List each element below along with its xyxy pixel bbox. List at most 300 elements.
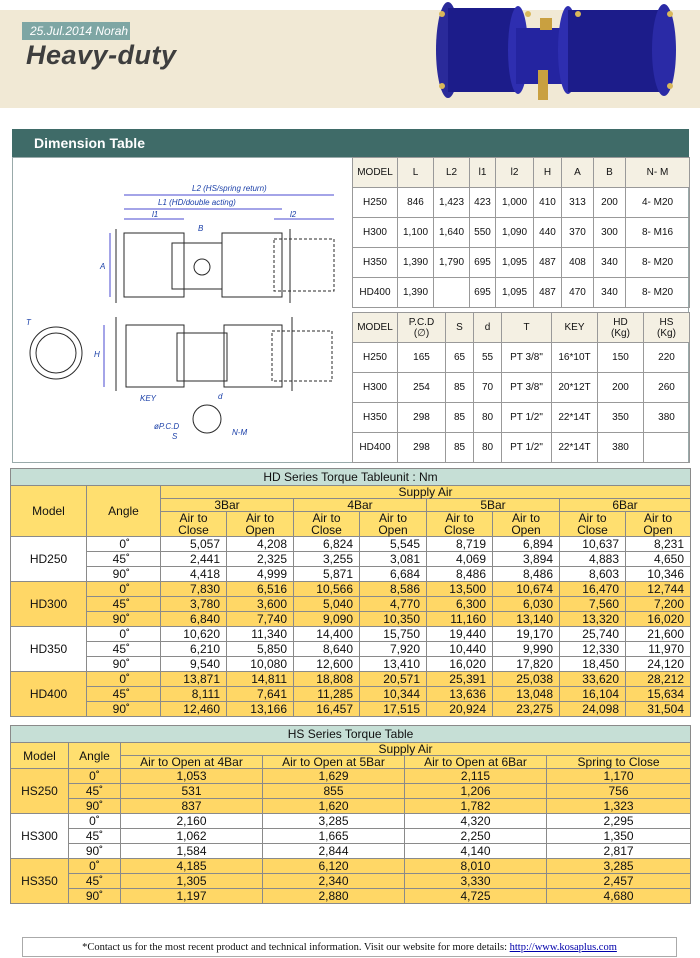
torque-cell: 19,170: [493, 627, 560, 642]
table-cell: 380: [644, 403, 690, 433]
table-cell: 1,390: [398, 278, 434, 308]
table-row: [353, 278, 690, 308]
torque-cell: 2,844: [263, 844, 405, 859]
model-cell: HD250: [11, 537, 87, 582]
torque-cell: 4,770: [360, 597, 427, 612]
torque-cell: 10,440: [427, 642, 493, 657]
supply-air-header: Supply Air: [121, 743, 691, 756]
torque-cell: 21,600: [626, 627, 691, 642]
subhead-cell: Air to Close: [294, 512, 360, 537]
footer-note: [22, 937, 677, 957]
table-caption: HD Series Torque Tableunit : Nm: [11, 469, 691, 486]
torque-cell: 2,250: [405, 829, 547, 844]
website-link[interactable]: http://www.kosaplus.com: [509, 942, 617, 953]
caption-row: [11, 726, 691, 743]
table-cell: 408: [562, 248, 594, 278]
model-cell: HD400: [11, 672, 87, 717]
model-cell: HD350: [11, 627, 87, 672]
torque-cell: 11,160: [427, 612, 493, 627]
torque-cell: 18,808: [294, 672, 360, 687]
header-row: [11, 743, 691, 756]
date-tag: 25.Jul.2014 Norah: [22, 22, 130, 40]
table-cell: 85: [446, 433, 474, 463]
table-row: [11, 642, 691, 657]
model-cell: HS350: [11, 859, 69, 904]
angle-cell: 0˚: [87, 672, 161, 687]
supply-air-header: Supply Air: [161, 486, 691, 499]
angle-cell: 45˚: [87, 552, 161, 567]
table-cell: 380: [598, 433, 644, 463]
label-h: H: [94, 350, 100, 359]
table-cell: 65: [446, 343, 474, 373]
table-row: [353, 343, 690, 373]
torque-cell: 855: [263, 784, 405, 799]
table-cell: 298: [398, 403, 446, 433]
table-cell: 22*14T: [552, 403, 598, 433]
table-cell: H300: [353, 373, 398, 403]
table-row: [11, 859, 691, 874]
torque-cell: 10,637: [560, 537, 626, 552]
table-cell: 16*10T: [552, 343, 598, 373]
torque-cell: 11,340: [227, 627, 294, 642]
angle-cell: 90˚: [69, 844, 121, 859]
table-header-row: [353, 158, 690, 188]
torque-cell: 13,140: [493, 612, 560, 627]
angle-cell: 45˚: [69, 784, 121, 799]
torque-cell: 6,894: [493, 537, 560, 552]
table-row: [353, 248, 690, 278]
header-cell: KEY: [552, 313, 598, 343]
model-cell: HD300: [11, 582, 87, 627]
table-row: [11, 874, 691, 889]
torque-cell: 8,486: [427, 567, 493, 582]
torque-cell: 14,811: [227, 672, 294, 687]
table-cell: 220: [644, 343, 690, 373]
table-row: [11, 597, 691, 612]
torque-cell: 6,300: [427, 597, 493, 612]
torque-cell: 5,871: [294, 567, 360, 582]
torque-cell: 3,255: [294, 552, 360, 567]
table-cell: 300: [594, 218, 626, 248]
header-row: [11, 486, 691, 499]
subhead-cell: Air to Open: [227, 512, 294, 537]
model-cell: HS300: [11, 814, 69, 859]
torque-cell: 20,571: [360, 672, 427, 687]
torque-cell: 3,780: [161, 597, 227, 612]
torque-cell: 7,200: [626, 597, 691, 612]
pressure-header: 4Bar: [294, 499, 427, 512]
torque-cell: 19,440: [427, 627, 493, 642]
table-cell: 55: [474, 343, 502, 373]
label-sl2: l2: [290, 210, 297, 219]
torque-cell: 8,640: [294, 642, 360, 657]
torque-cell: 12,460: [161, 702, 227, 717]
torque-cell: 25,038: [493, 672, 560, 687]
torque-cell: 10,674: [493, 582, 560, 597]
table-cell: 1,095: [496, 248, 534, 278]
torque-cell: 7,560: [560, 597, 626, 612]
table-cell: 350: [598, 403, 644, 433]
torque-cell: 4,883: [560, 552, 626, 567]
torque-cell: 25,740: [560, 627, 626, 642]
header-banner: [0, 0, 700, 108]
angle-cell: 45˚: [69, 874, 121, 889]
torque-cell: 2,115: [405, 769, 547, 784]
torque-cell: 6,210: [161, 642, 227, 657]
header-cell: B: [594, 158, 626, 188]
torque-cell: 2,441: [161, 552, 227, 567]
torque-cell: 4,999: [227, 567, 294, 582]
table-row: [11, 702, 691, 717]
torque-cell: 8,231: [626, 537, 691, 552]
header-cell: N- M: [626, 158, 690, 188]
column-header: Air to Open at 5Bar: [263, 756, 405, 769]
table-cell: 150: [598, 343, 644, 373]
torque-cell: 16,457: [294, 702, 360, 717]
torque-cell: 13,871: [161, 672, 227, 687]
angle-cell: 90˚: [87, 657, 161, 672]
torque-cell: 8,719: [427, 537, 493, 552]
header-cell: l1: [470, 158, 496, 188]
torque-cell: 28,212: [626, 672, 691, 687]
dimension-table-1: [352, 157, 690, 308]
header-cell: T: [502, 313, 552, 343]
caption-row: [11, 469, 691, 486]
table-cell: 370: [562, 218, 594, 248]
torque-cell: 23,275: [493, 702, 560, 717]
torque-cell: 6,840: [161, 612, 227, 627]
torque-cell: 10,080: [227, 657, 294, 672]
table-cell: 298: [398, 433, 446, 463]
torque-cell: 5,040: [294, 597, 360, 612]
torque-cell: 16,104: [560, 687, 626, 702]
model-cell: HS250: [11, 769, 69, 814]
torque-cell: 25,391: [427, 672, 493, 687]
table-cell: 340: [594, 278, 626, 308]
torque-cell: 9,540: [161, 657, 227, 672]
header-cell: HD (Kg): [598, 313, 644, 343]
table-cell: 260: [644, 373, 690, 403]
hs-torque-table: [10, 725, 691, 904]
torque-cell: 4,208: [227, 537, 294, 552]
table-header-row: [353, 313, 690, 343]
torque-cell: 1,062: [121, 829, 263, 844]
angle-cell: 0˚: [87, 582, 161, 597]
table-cell: 1,790: [434, 248, 470, 278]
table-row: [11, 672, 691, 687]
table-cell: 165: [398, 343, 446, 373]
torque-cell: 3,330: [405, 874, 547, 889]
torque-cell: 11,285: [294, 687, 360, 702]
torque-cell: 6,120: [263, 859, 405, 874]
table-cell: PT 1/2": [502, 433, 552, 463]
label-pcd: øP.C.D: [154, 422, 180, 431]
table-row: [11, 889, 691, 904]
actuator-product-image: [428, 0, 700, 110]
angle-header: Angle: [87, 486, 161, 537]
angle-cell: 0˚: [87, 537, 161, 552]
table-cell: [644, 433, 690, 463]
table-row: [11, 627, 691, 642]
table-row: [11, 657, 691, 672]
table-cell: 254: [398, 373, 446, 403]
pressure-header: 5Bar: [427, 499, 560, 512]
torque-cell: 7,641: [227, 687, 294, 702]
table-cell: 550: [470, 218, 496, 248]
torque-cell: 1,629: [263, 769, 405, 784]
header-cell: A: [562, 158, 594, 188]
table-cell: 340: [594, 248, 626, 278]
torque-cell: 4,418: [161, 567, 227, 582]
torque-cell: 11,970: [626, 642, 691, 657]
column-header: Spring to Close: [547, 756, 691, 769]
torque-cell: 13,636: [427, 687, 493, 702]
table-row: [11, 769, 691, 784]
table-row: [353, 218, 690, 248]
table-cell: 470: [562, 278, 594, 308]
torque-cell: 18,450: [560, 657, 626, 672]
table-caption: HS Series Torque Table: [11, 726, 691, 743]
torque-cell: 2,457: [547, 874, 691, 889]
table-cell: 695: [470, 248, 496, 278]
table-row: [353, 403, 690, 433]
label-nm: N-M: [232, 428, 248, 437]
angle-cell: 90˚: [69, 799, 121, 814]
torque-cell: 5,850: [227, 642, 294, 657]
table-cell: PT 3/8": [502, 343, 552, 373]
angle-cell: 90˚: [87, 612, 161, 627]
torque-cell: 10,566: [294, 582, 360, 597]
torque-cell: 24,120: [626, 657, 691, 672]
torque-cell: 3,081: [360, 552, 427, 567]
torque-cell: 6,684: [360, 567, 427, 582]
torque-cell: 31,504: [626, 702, 691, 717]
torque-cell: 8,586: [360, 582, 427, 597]
dimension-table-2: [352, 312, 690, 463]
table-cell: 313: [562, 188, 594, 218]
table-cell: PT 3/8": [502, 373, 552, 403]
torque-cell: 12,600: [294, 657, 360, 672]
torque-cell: 13,410: [360, 657, 427, 672]
torque-cell: 14,400: [294, 627, 360, 642]
torque-cell: 8,111: [161, 687, 227, 702]
table-row: [11, 582, 691, 597]
torque-cell: 20,924: [427, 702, 493, 717]
torque-cell: 4,320: [405, 814, 547, 829]
torque-cell: 1,206: [405, 784, 547, 799]
torque-cell: 24,098: [560, 702, 626, 717]
torque-cell: 17,515: [360, 702, 427, 717]
header-cell: S: [446, 313, 474, 343]
torque-cell: 756: [547, 784, 691, 799]
table-cell: 423: [470, 188, 496, 218]
table-cell: 22*14T: [552, 433, 598, 463]
table-cell: 1,390: [398, 248, 434, 278]
torque-cell: 2,325: [227, 552, 294, 567]
table-row: [11, 612, 691, 627]
footer-text: *Contact us for the most recent product and technical information. Visit our website for more details:: [82, 942, 510, 953]
torque-cell: 13,166: [227, 702, 294, 717]
torque-cell: 7,830: [161, 582, 227, 597]
torque-cell: 15,750: [360, 627, 427, 642]
torque-cell: 2,160: [121, 814, 263, 829]
torque-cell: 3,894: [493, 552, 560, 567]
torque-cell: 1,620: [263, 799, 405, 814]
table-cell: 200: [594, 188, 626, 218]
header-cell: L2: [434, 158, 470, 188]
table-cell: 1,095: [496, 278, 534, 308]
torque-cell: 2,340: [263, 874, 405, 889]
torque-cell: 6,516: [227, 582, 294, 597]
table-row: [11, 687, 691, 702]
torque-cell: 16,020: [626, 612, 691, 627]
table-cell: H350: [353, 248, 398, 278]
table-row: [11, 814, 691, 829]
table-cell: 1,640: [434, 218, 470, 248]
header-cell: MODEL: [353, 158, 398, 188]
angle-cell: 90˚: [69, 889, 121, 904]
torque-cell: 1,053: [121, 769, 263, 784]
label-s: S: [172, 432, 178, 441]
table-cell: 846: [398, 188, 434, 218]
label-l1: L1 (HD/double acting): [158, 198, 236, 207]
table-cell: 200: [598, 373, 644, 403]
torque-cell: 3,285: [547, 859, 691, 874]
table-cell: 70: [474, 373, 502, 403]
table-cell: 695: [470, 278, 496, 308]
pressure-header: 6Bar: [560, 499, 691, 512]
torque-cell: 33,620: [560, 672, 626, 687]
torque-cell: 10,350: [360, 612, 427, 627]
header-cell: P.C.D (∅): [398, 313, 446, 343]
table-cell: 1,000: [496, 188, 534, 218]
torque-cell: 5,545: [360, 537, 427, 552]
table-cell: H250: [353, 343, 398, 373]
torque-cell: 4,725: [405, 889, 547, 904]
torque-cell: 12,744: [626, 582, 691, 597]
torque-cell: 12,330: [560, 642, 626, 657]
torque-cell: 7,920: [360, 642, 427, 657]
angle-header: Angle: [69, 743, 121, 769]
table-cell: 8- M20: [626, 248, 690, 278]
header-cell: MODEL: [353, 313, 398, 343]
table-cell: 1,423: [434, 188, 470, 218]
torque-cell: 8,010: [405, 859, 547, 874]
table-row: [11, 829, 691, 844]
torque-cell: 4,185: [121, 859, 263, 874]
column-header: Air to Open at 4Bar: [121, 756, 263, 769]
table-cell: 410: [534, 188, 562, 218]
torque-cell: 4,069: [427, 552, 493, 567]
torque-cell: 837: [121, 799, 263, 814]
page-title: Heavy-duty: [26, 40, 177, 70]
torque-cell: 13,048: [493, 687, 560, 702]
angle-cell: 45˚: [87, 687, 161, 702]
torque-cell: 9,090: [294, 612, 360, 627]
torque-cell: 9,990: [493, 642, 560, 657]
dimension-drawing: [12, 157, 352, 463]
table-cell: 20*12T: [552, 373, 598, 403]
subhead-cell: Air to Open: [360, 512, 427, 537]
table-cell: 8- M20: [626, 278, 690, 308]
model-header: Model: [11, 743, 69, 769]
torque-cell: 2,295: [547, 814, 691, 829]
model-header: Model: [11, 486, 87, 537]
torque-cell: 1,197: [121, 889, 263, 904]
torque-cell: 1,584: [121, 844, 263, 859]
table-row: [353, 373, 690, 403]
subhead-cell: Air to Close: [427, 512, 493, 537]
torque-cell: 17,820: [493, 657, 560, 672]
torque-cell: 5,057: [161, 537, 227, 552]
torque-cell: 1,170: [547, 769, 691, 784]
hd-torque-table: [10, 468, 691, 717]
angle-cell: 0˚: [87, 627, 161, 642]
torque-cell: 3,600: [227, 597, 294, 612]
header-cell: H: [534, 158, 562, 188]
torque-cell: 13,500: [427, 582, 493, 597]
angle-cell: 0˚: [69, 769, 121, 784]
label-sl1: l1: [152, 210, 159, 219]
torque-cell: 10,344: [360, 687, 427, 702]
torque-cell: 15,634: [626, 687, 691, 702]
table-cell: 8- M16: [626, 218, 690, 248]
table-row: [353, 188, 690, 218]
table-cell: HD400: [353, 433, 398, 463]
table-cell: 1,100: [398, 218, 434, 248]
torque-cell: 10,346: [626, 567, 691, 582]
pressure-header: 3Bar: [161, 499, 294, 512]
table-row: [11, 537, 691, 552]
angle-cell: 90˚: [87, 702, 161, 717]
table-cell: 85: [446, 403, 474, 433]
angle-cell: 0˚: [69, 814, 121, 829]
subhead-cell: Air to Open: [626, 512, 691, 537]
torque-cell: 531: [121, 784, 263, 799]
table-cell: HD400: [353, 278, 398, 308]
table-row: [11, 844, 691, 859]
table-row: [11, 552, 691, 567]
angle-cell: 90˚: [87, 567, 161, 582]
subhead-cell: Air to Close: [560, 512, 626, 537]
table-cell: [434, 278, 470, 308]
table-cell: 4- M20: [626, 188, 690, 218]
table-row: [11, 799, 691, 814]
table-cell: 85: [446, 373, 474, 403]
angle-cell: 45˚: [87, 642, 161, 657]
table-cell: 487: [534, 248, 562, 278]
label-l2: L2 (HS/spring return): [192, 184, 267, 193]
label-key: KEY: [140, 394, 157, 403]
torque-cell: 6,824: [294, 537, 360, 552]
label-a: A: [100, 262, 106, 271]
torque-cell: 2,817: [547, 844, 691, 859]
column-header: Air to Open at 6Bar: [405, 756, 547, 769]
angle-cell: 45˚: [87, 597, 161, 612]
subhead-cell: Air to Close: [161, 512, 227, 537]
table-cell: 487: [534, 278, 562, 308]
header-cell: d: [474, 313, 502, 343]
torque-cell: 16,470: [560, 582, 626, 597]
torque-cell: 1,350: [547, 829, 691, 844]
torque-cell: 1,323: [547, 799, 691, 814]
table-cell: H350: [353, 403, 398, 433]
torque-cell: 8,486: [493, 567, 560, 582]
torque-cell: 3,285: [263, 814, 405, 829]
table-cell: PT 1/2": [502, 403, 552, 433]
torque-cell: 4,650: [626, 552, 691, 567]
label-b: B: [198, 224, 204, 233]
